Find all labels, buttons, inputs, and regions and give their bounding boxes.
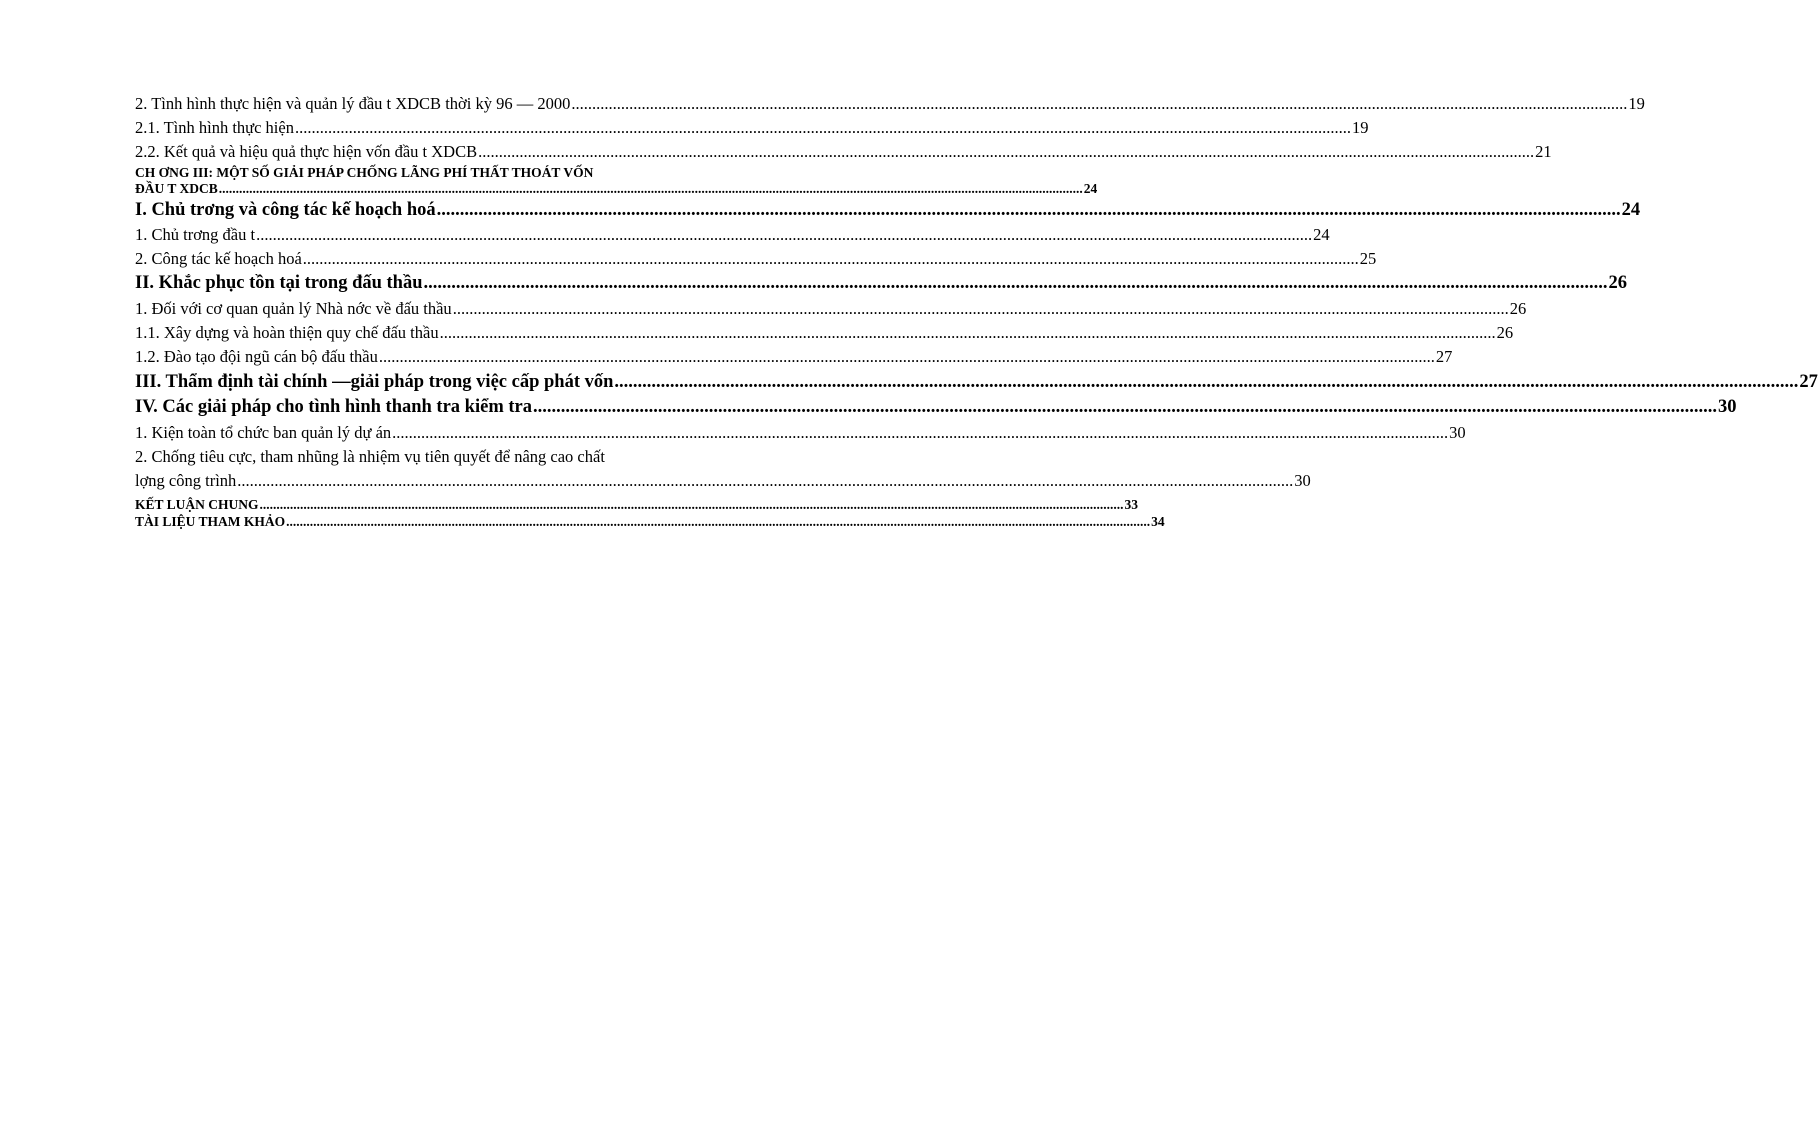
toc-page-number: 30 xyxy=(1294,470,1311,490)
toc-entry-title: 2.1. Tình hình thực hiện xyxy=(135,118,294,138)
toc-leader-dots xyxy=(303,247,1359,271)
toc-entry[interactable] xyxy=(135,513,1165,531)
toc-entry[interactable] xyxy=(135,395,1737,421)
toc-page-number: 33 xyxy=(1124,497,1139,513)
toc-entry-title: 1. Đối với cơ quan quản lý Nhà nớc về đấu thầu xyxy=(135,298,452,318)
toc-entry-title: ĐẦU T XDCB xyxy=(135,181,218,197)
toc-entry[interactable] xyxy=(135,497,1139,514)
toc-entry[interactable] xyxy=(135,198,1641,224)
toc-entry[interactable] xyxy=(135,321,1514,345)
toc-entry-title: 1. Kiện toàn tổ chức ban quản lý dự án xyxy=(135,422,392,442)
toc-page-number: 24 xyxy=(1313,225,1330,245)
toc-page-number: 26 xyxy=(1509,298,1527,318)
toc-entry[interactable] xyxy=(135,247,1377,271)
toc-leader-dots xyxy=(437,198,1621,224)
toc-leader-dots xyxy=(260,497,1124,514)
toc-entry[interactable] xyxy=(135,297,1527,321)
toc-leader-dots xyxy=(237,469,1293,493)
toc-page-number: 30 xyxy=(1449,422,1466,442)
toc-leader-dots xyxy=(295,116,1351,140)
toc-leader-dots xyxy=(392,421,1448,445)
toc-entry-title: III. Thẩm định tài chính —giải pháp trong việc cấp phát vốn xyxy=(135,371,614,392)
toc-leader-dots xyxy=(286,514,1150,531)
toc-page-number: 24 xyxy=(1621,199,1641,220)
toc-chapter-entry[interactable] xyxy=(135,164,1098,198)
toc-page-number: 19 xyxy=(1628,94,1645,113)
toc-entry[interactable] xyxy=(135,116,1369,140)
toc-multiline-entry[interactable] xyxy=(135,445,1311,493)
toc-entry[interactable] xyxy=(135,345,1453,369)
toc-page-number: 34 xyxy=(1151,513,1165,529)
toc-leader-dots xyxy=(440,321,1496,345)
table-of-contents xyxy=(135,92,1818,530)
toc-entry[interactable] xyxy=(135,140,1552,164)
toc-entry-title: 1.2. Đào tạo đội ngũ cán bộ đấu thầu xyxy=(135,347,378,367)
toc-page-number: 25 xyxy=(1359,249,1377,269)
toc-leader-dots xyxy=(379,345,1435,369)
toc-entry[interactable] xyxy=(135,92,1645,116)
toc-page-number: 27 xyxy=(1799,371,1818,392)
toc-leader-dots xyxy=(533,395,1717,421)
toc-entry-title: II. Khắc phục tồn tại trong đấu thầu xyxy=(135,273,423,294)
toc-page-number: 21 xyxy=(1535,142,1552,162)
toc-leader-dots xyxy=(614,370,1798,396)
toc-page-number: 24 xyxy=(1083,181,1098,197)
toc-entry-title: I. Chủ trơng và công tác kế hoạch hoá xyxy=(135,199,436,220)
toc-page-number: 30 xyxy=(1717,397,1737,417)
toc-entry[interactable] xyxy=(135,223,1330,247)
toc-entry-title: 2.2. Kết quả và hiệu quả thực hiện vốn đầu t XDCB xyxy=(135,142,478,162)
toc-entry[interactable] xyxy=(135,370,1818,396)
toc-leader-dots xyxy=(424,271,1608,297)
toc-entry-title: lợng công trình xyxy=(135,470,237,490)
toc-leader-dots xyxy=(478,140,1534,164)
toc-entry xyxy=(135,181,1098,198)
toc-page-number: 27 xyxy=(1435,347,1453,367)
toc-entry-title: TÀI LIỆU THAM KHẢO xyxy=(135,513,286,529)
toc-page-number: 26 xyxy=(1608,273,1628,294)
toc-entry-title: 1.1. Xây dựng và hoàn thiện quy chế đấu thầu xyxy=(135,323,439,343)
toc-entry[interactable] xyxy=(135,421,1466,445)
toc-leader-dots xyxy=(571,92,1627,116)
toc-page-number: 19 xyxy=(1351,118,1369,138)
toc-leader-dots xyxy=(219,181,1083,198)
toc-chapter-title-line: CH ƠNG III: MỘT SỐ GIẢI PHÁP CHỐNG LÃNG PHÍ THẤT THOÁT VỐN xyxy=(135,164,594,180)
toc-entry-title: KẾT LUẬN CHUNG xyxy=(135,497,259,513)
toc-leader-dots xyxy=(453,297,1509,321)
toc-page-number: 26 xyxy=(1496,323,1514,343)
toc-entry-title: 1. Chủ trơng đầu t xyxy=(135,225,256,245)
toc-leader-dots xyxy=(256,223,1312,247)
toc-entry[interactable] xyxy=(135,271,1628,297)
toc-entry-title: 2. Tình hình thực hiện và quản lý đầu t XDCB thời kỳ 96 — 2000 xyxy=(135,94,571,113)
toc-entry-title: IV. Các giải pháp cho tình hình thanh tra kiểm tra xyxy=(135,397,532,417)
toc-entry xyxy=(135,469,1311,493)
toc-entry-title-line: 2. Chống tiêu cực, tham nhũng là nhiệm vụ tiên quyết để nâng cao chất xyxy=(135,446,605,466)
toc-entry-title: 2. Công tác kế hoạch hoá xyxy=(135,249,302,269)
